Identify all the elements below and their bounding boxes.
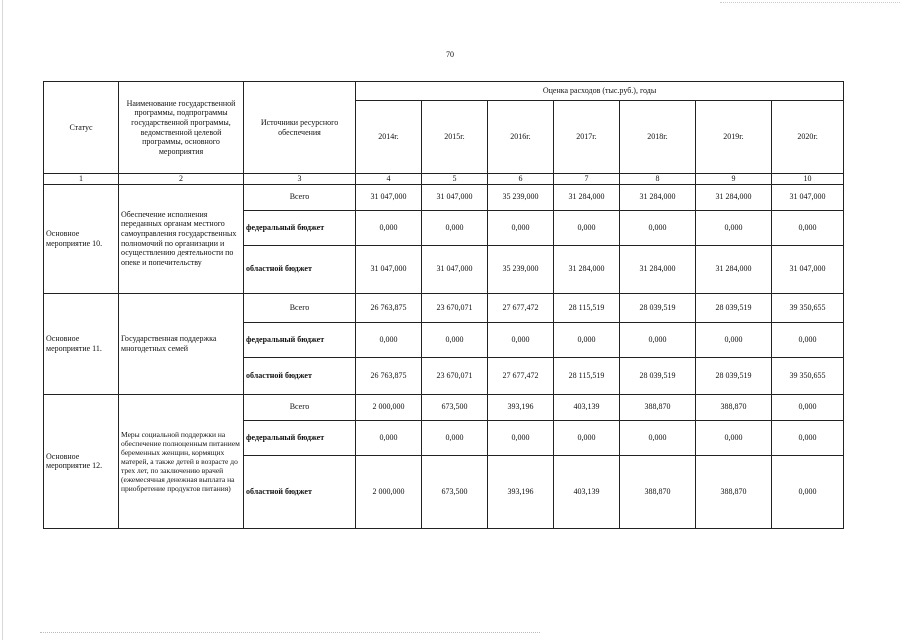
value-cell: 39 350,655 (772, 357, 844, 394)
column-number: 3 (244, 174, 356, 185)
value-cell: 2 000,000 (356, 455, 422, 528)
value-cell: 35 239,000 (488, 184, 554, 210)
value-cell: 27 677,472 (488, 357, 554, 394)
column-number: 4 (356, 174, 422, 185)
header-year: 2019г. (696, 101, 772, 174)
value-cell: 31 284,000 (554, 184, 620, 210)
value-cell: 0,000 (696, 210, 772, 245)
value-cell: 27 677,472 (488, 293, 554, 322)
header-year: 2018г. (620, 101, 696, 174)
measure-status: Основное мероприятие 11. (44, 293, 119, 394)
source-label: Всего (244, 293, 356, 322)
value-cell: 0,000 (488, 210, 554, 245)
value-cell: 393,196 (488, 394, 554, 420)
budget-table (43, 81, 844, 529)
page-number: 70 (446, 50, 454, 59)
column-number: 5 (422, 174, 488, 185)
value-cell: 0,000 (620, 420, 696, 455)
value-cell: 26 763,875 (356, 293, 422, 322)
value-cell: 673,500 (422, 394, 488, 420)
value-cell: 0,000 (554, 322, 620, 357)
value-cell: 31 284,000 (554, 245, 620, 293)
header-year: 2020г. (772, 101, 844, 174)
header-year: 2014г. (356, 101, 422, 174)
column-number-row (44, 174, 844, 185)
value-cell: 393,196 (488, 455, 554, 528)
table-row (44, 293, 844, 322)
value-cell: 39 350,655 (772, 293, 844, 322)
source-label: Всего (244, 394, 356, 420)
value-cell: 28 039,519 (696, 357, 772, 394)
value-cell: 0,000 (620, 322, 696, 357)
header-name: Наименование государственной программы, подпрограммы государственной программы, ведомственной целевой программы, основного мероприятия (119, 82, 244, 174)
value-cell: 31 047,000 (422, 184, 488, 210)
value-cell: 388,870 (620, 394, 696, 420)
value-cell: 403,139 (554, 394, 620, 420)
value-cell: 31 047,000 (356, 245, 422, 293)
value-cell: 28 039,519 (620, 293, 696, 322)
source-label: областной бюджет (244, 245, 356, 293)
table-row (44, 394, 844, 420)
value-cell: 31 047,000 (422, 245, 488, 293)
scan-artifact-bottom (40, 632, 540, 636)
measure-name: Государственная поддержка многодетных семей (119, 293, 244, 394)
column-number: 1 (44, 174, 119, 185)
value-cell: 0,000 (772, 420, 844, 455)
value-cell: 673,500 (422, 455, 488, 528)
header-year: 2017г. (554, 101, 620, 174)
value-cell: 388,870 (696, 394, 772, 420)
value-cell: 0,000 (554, 420, 620, 455)
value-cell: 31 284,000 (696, 184, 772, 210)
value-cell: 2 000,000 (356, 394, 422, 420)
header-year: 2015г. (422, 101, 488, 174)
value-cell: 35 239,000 (488, 245, 554, 293)
value-cell: 0,000 (772, 210, 844, 245)
value-cell: 0,000 (422, 210, 488, 245)
value-cell: 28 115,519 (554, 293, 620, 322)
value-cell: 0,000 (356, 210, 422, 245)
value-cell: 0,000 (488, 420, 554, 455)
value-cell: 31 284,000 (620, 245, 696, 293)
value-cell: 0,000 (620, 210, 696, 245)
source-label: федеральный бюджет (244, 420, 356, 455)
value-cell: 403,139 (554, 455, 620, 528)
value-cell: 31 284,000 (696, 245, 772, 293)
source-label: областной бюджет (244, 455, 356, 528)
column-number: 7 (554, 174, 620, 185)
value-cell: 0,000 (696, 322, 772, 357)
column-number: 2 (119, 174, 244, 185)
value-cell: 0,000 (356, 420, 422, 455)
value-cell: 26 763,875 (356, 357, 422, 394)
value-cell: 23 670,071 (422, 357, 488, 394)
measure-name: Меры социальной поддержки на обеспечение полноценным питанием беременных женщин, кормящих матерей, а также детей в возрасте до трех лет, по заключению врачей (ежемесячная денежная выплата на приобретение продуктов питания) (119, 394, 244, 528)
value-cell: 388,870 (696, 455, 772, 528)
value-cell: 31 047,000 (356, 184, 422, 210)
measure-name: Обеспечение исполнения переданных органам местного самоуправления государственных полномочий по организации и осуществлению деятельности по опеке и попечительству (119, 184, 244, 293)
value-cell: 0,000 (772, 322, 844, 357)
value-cell: 31 047,000 (772, 184, 844, 210)
source-label: федеральный бюджет (244, 210, 356, 245)
value-cell: 23 670,071 (422, 293, 488, 322)
column-number: 8 (620, 174, 696, 185)
header-sources: Источники ресурсного обеспечения (244, 82, 356, 174)
value-cell: 0,000 (356, 322, 422, 357)
source-label: областной бюджет (244, 357, 356, 394)
measure-status: Основное мероприятие 10. (44, 184, 119, 293)
value-cell: 0,000 (422, 420, 488, 455)
value-cell: 31 284,000 (620, 184, 696, 210)
value-cell: 28 039,519 (696, 293, 772, 322)
value-cell: 31 047,000 (772, 245, 844, 293)
table-row (44, 184, 844, 210)
column-number: 10 (772, 174, 844, 185)
value-cell: 0,000 (772, 455, 844, 528)
value-cell: 0,000 (554, 210, 620, 245)
source-label: Всего (244, 184, 356, 210)
header-status: Статус (44, 82, 119, 174)
scan-artifact-top (720, 2, 900, 5)
value-cell: 0,000 (772, 394, 844, 420)
value-cell: 0,000 (488, 322, 554, 357)
column-number: 9 (696, 174, 772, 185)
column-number: 6 (488, 174, 554, 185)
measure-status: Основное мероприятие 12. (44, 394, 119, 528)
value-cell: 0,000 (696, 420, 772, 455)
header-year: 2016г. (488, 101, 554, 174)
value-cell: 28 115,519 (554, 357, 620, 394)
header-estimate: Оценка расходов (тыс.руб.), годы (356, 82, 844, 101)
value-cell: 0,000 (422, 322, 488, 357)
value-cell: 388,870 (620, 455, 696, 528)
scan-edge (2, 0, 3, 640)
source-label: федеральный бюджет (244, 322, 356, 357)
value-cell: 28 039,519 (620, 357, 696, 394)
